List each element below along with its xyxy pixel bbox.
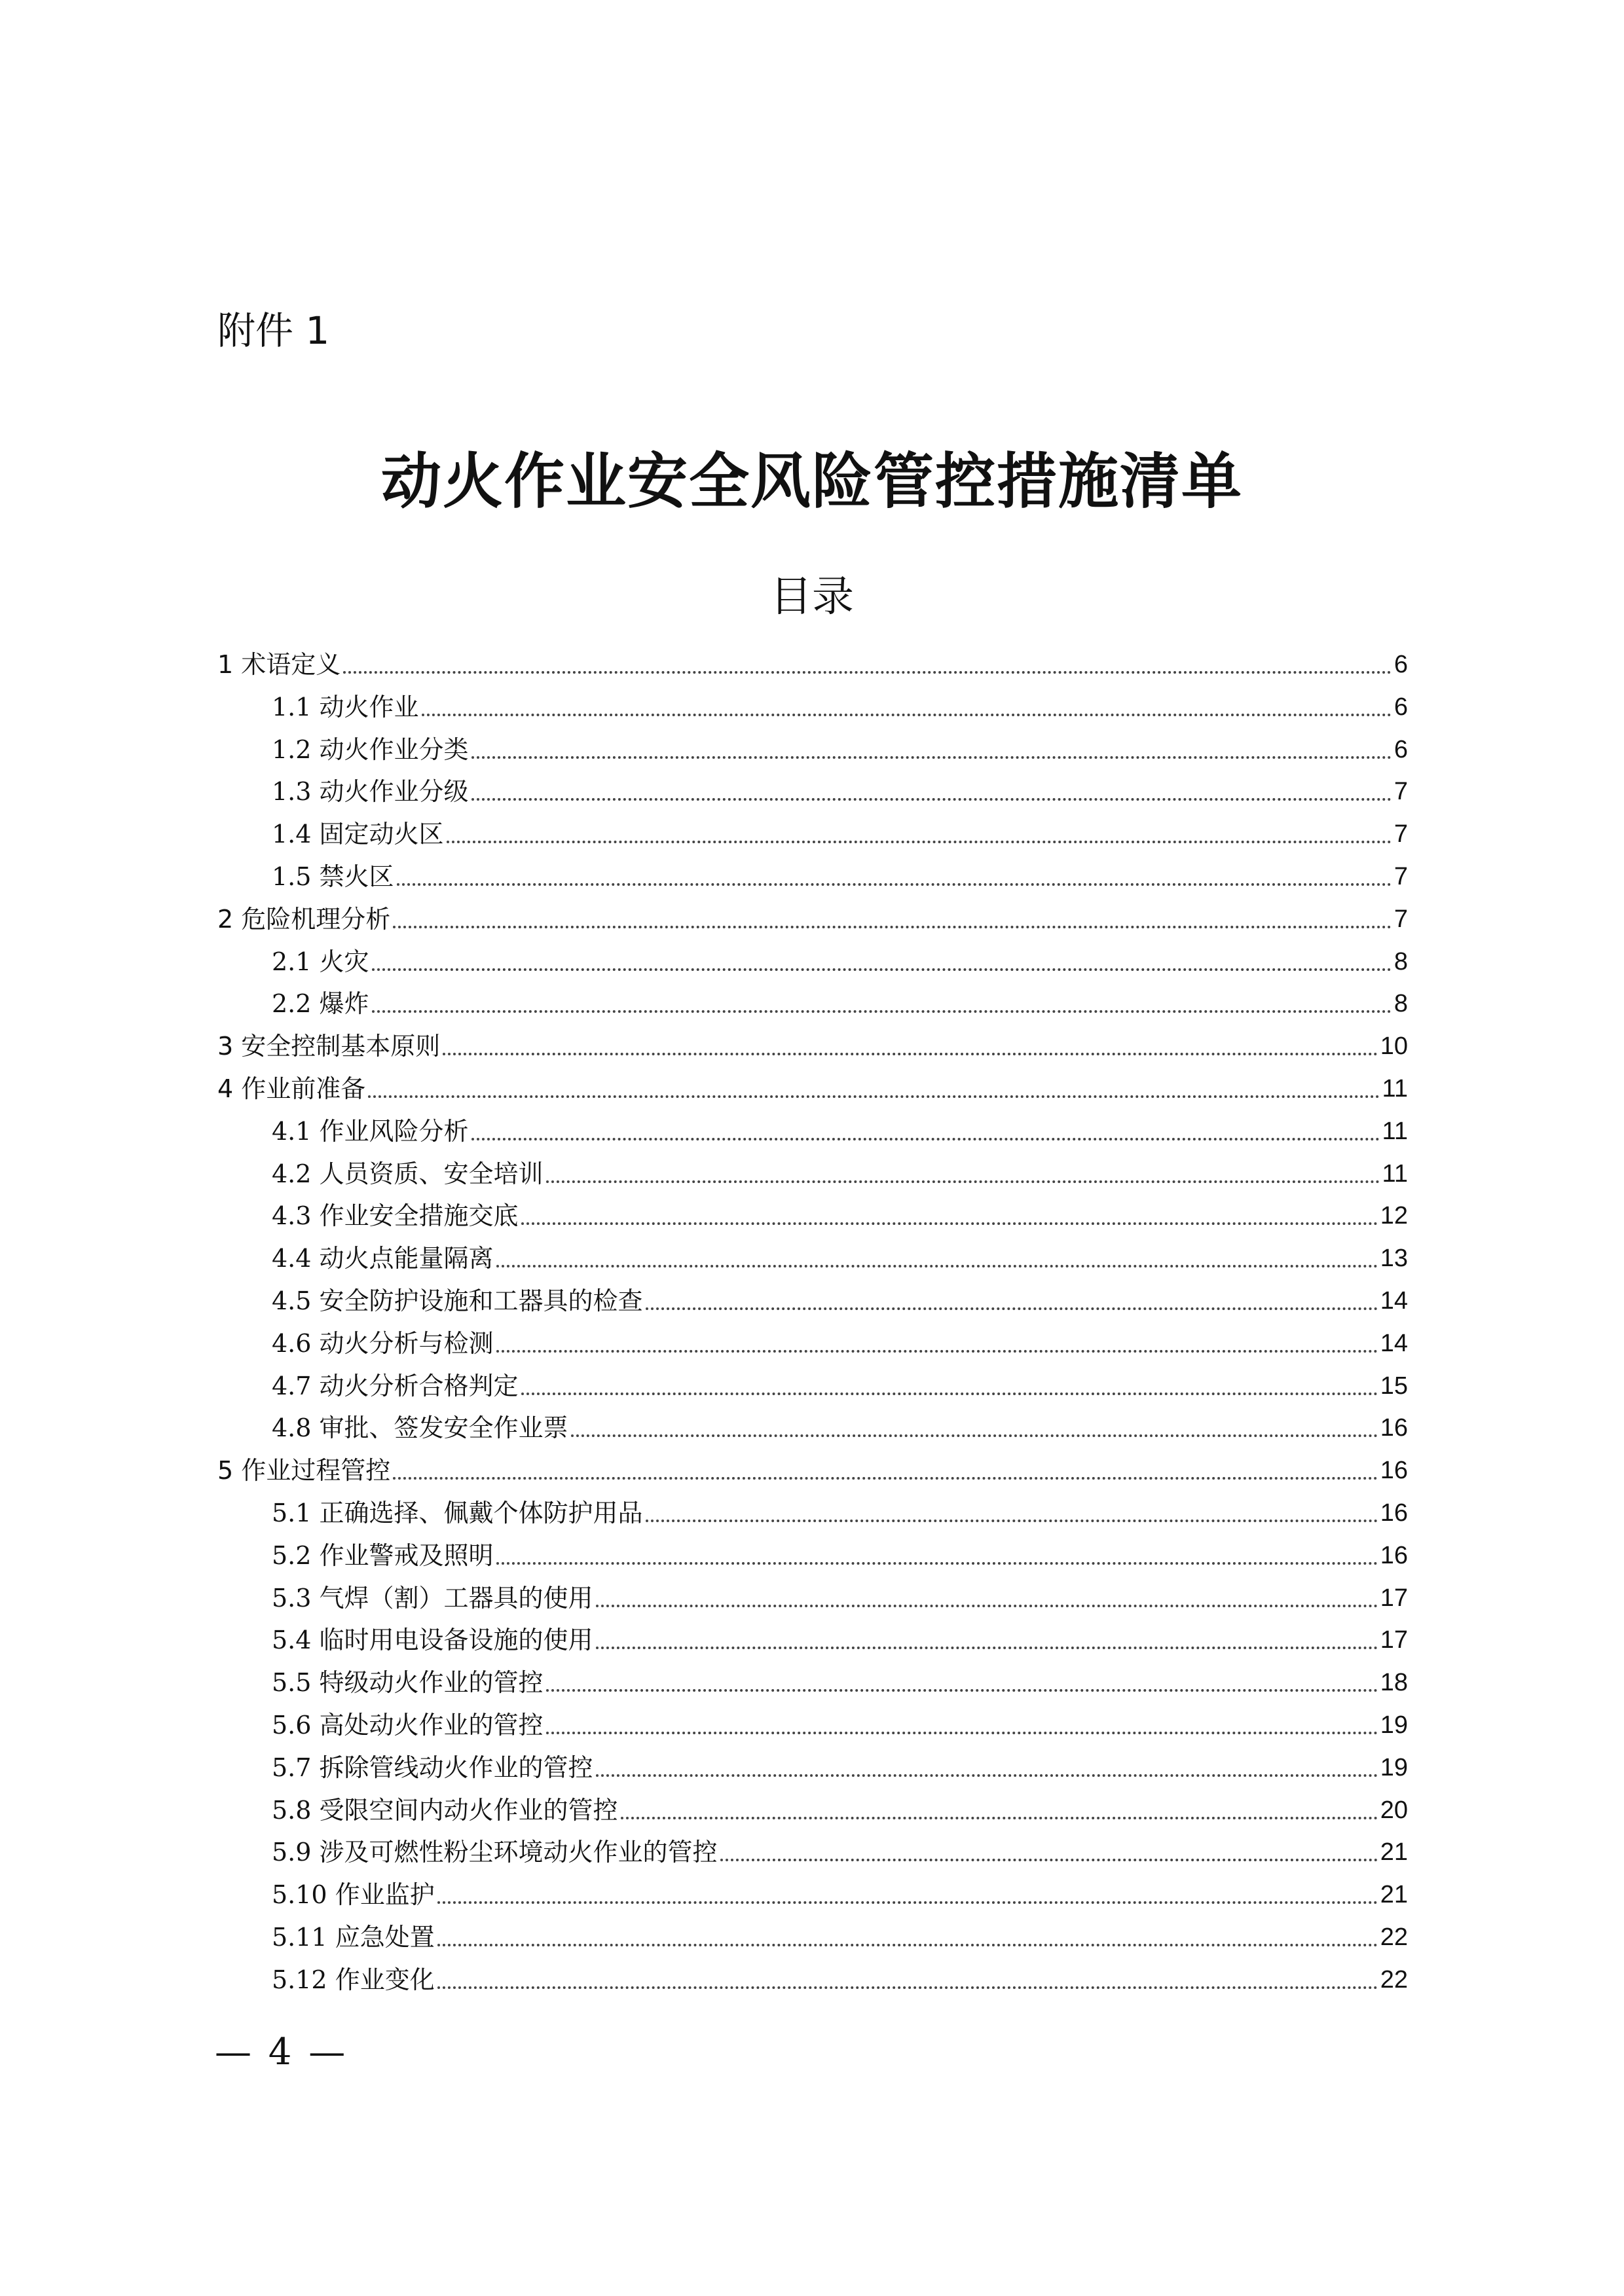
toc-entry-label: 4.1 作业风险分析	[272, 1116, 469, 1146]
toc-dot-leader	[646, 1307, 1378, 1310]
attachment-label: 附件 1	[217, 308, 330, 353]
toc-entry-label: 1 术语定义	[217, 650, 341, 679]
toc-section-entry[interactable]	[272, 944, 1408, 979]
toc-entry-page-number: 7	[1393, 820, 1408, 848]
toc-section-entry[interactable]	[272, 1920, 1408, 1955]
toc-entry-page-number: 8	[1393, 990, 1408, 1018]
toc-entry-page-number: 19	[1380, 1753, 1408, 1781]
toc-entry-label: 5.11 应急处置	[272, 1923, 435, 1952]
toc-entry-label: 1.1 动火作业	[272, 692, 419, 721]
toc-dot-leader	[443, 1053, 1377, 1055]
toc-dot-leader	[343, 671, 1392, 674]
toc-entry-label: 1.4 固定动火区	[272, 820, 444, 849]
toc-section-entry[interactable]	[272, 1834, 1408, 1870]
toc-entry-page-number: 7	[1393, 778, 1408, 806]
toc-section-entry[interactable]	[272, 774, 1408, 809]
toc-dot-leader	[496, 1562, 1378, 1565]
toc-dot-leader	[397, 883, 1392, 886]
toc-entry-label: 2.2 爆炸	[272, 989, 369, 1019]
toc-entry-page-number: 16	[1380, 1414, 1408, 1442]
toc-entry-page-number: 10	[1380, 1032, 1408, 1061]
toc-section-entry[interactable]	[272, 816, 1408, 852]
toc-entry-label: 4.7 动火分析合格判定	[272, 1371, 519, 1400]
toc-dot-leader	[437, 1944, 1378, 1946]
toc-entry-label: 5.3 气焊（割）工器具的使用	[272, 1583, 593, 1613]
toc-entry-label: 5.9 涉及可燃性粉尘环境动火作业的管控	[272, 1838, 718, 1867]
toc-chapter-entry[interactable]	[217, 902, 1408, 937]
toc-chapter-entry[interactable]	[217, 1029, 1408, 1064]
toc-entry-label: 5.10 作业监护	[272, 1880, 435, 1910]
toc-dot-leader	[546, 1689, 1378, 1692]
toc-dot-leader	[646, 1520, 1378, 1522]
toc-section-entry[interactable]	[272, 1622, 1408, 1658]
toc-dot-leader	[437, 1986, 1378, 1989]
toc-chapter-entry[interactable]	[217, 1071, 1408, 1106]
toc-entry-page-number: 21	[1380, 1838, 1408, 1867]
toc-entry-page-number: 22	[1380, 1923, 1408, 1951]
toc-section-entry[interactable]	[272, 1410, 1408, 1446]
toc-entry-label: 4.5 安全防护设施和工器具的检查	[272, 1286, 643, 1315]
toc-entry-label: 1.5 禁火区	[272, 862, 394, 891]
toc-entry-page-number: 18	[1380, 1669, 1408, 1697]
toc-dot-leader	[471, 756, 1392, 759]
toc-entry-page-number: 15	[1380, 1372, 1408, 1400]
toc-section-entry[interactable]	[272, 986, 1408, 1021]
toc-dot-leader	[372, 1010, 1392, 1013]
toc-entry-label: 5.2 作业警戒及照明	[272, 1540, 494, 1570]
toc-section-entry[interactable]	[272, 1750, 1408, 1785]
toc-entry-page-number: 7	[1393, 905, 1408, 933]
toc-dot-leader	[393, 926, 1392, 928]
toc-section-entry[interactable]	[272, 1156, 1408, 1192]
toc-entry-label: 4 作业前准备	[217, 1074, 366, 1103]
page-number: — 4 —	[215, 2031, 348, 2073]
toc-entry-page-number: 12	[1380, 1202, 1408, 1230]
toc-dot-leader	[393, 1477, 1377, 1480]
toc-entry-page-number: 13	[1380, 1245, 1408, 1273]
toc-section-entry[interactable]	[272, 1793, 1408, 1828]
toc-entry-page-number: 17	[1380, 1626, 1408, 1654]
toc-dot-leader	[546, 1180, 1380, 1183]
toc-entry-page-number: 20	[1380, 1796, 1408, 1824]
toc-entry-page-number: 16	[1380, 1541, 1408, 1569]
toc-entry-page-number: 11	[1382, 1117, 1408, 1145]
toc-section-entry[interactable]	[272, 1283, 1408, 1319]
toc-section-entry[interactable]	[272, 1114, 1408, 1149]
toc-entry-label: 3 安全控制基本原则	[217, 1032, 441, 1061]
toc-section-entry[interactable]	[272, 689, 1408, 725]
toc-entry-page-number: 11	[1382, 1159, 1408, 1188]
toc-dot-leader	[596, 1774, 1378, 1777]
toc-entry-label: 1.2 动火作业分类	[272, 735, 469, 764]
toc-chapter-entry[interactable]	[217, 1453, 1408, 1488]
toc-entry-page-number: 16	[1380, 1499, 1408, 1527]
toc-section-entry[interactable]	[272, 1665, 1408, 1700]
toc-section-entry[interactable]	[272, 1707, 1408, 1743]
toc-dot-leader	[521, 1222, 1378, 1225]
toc-entry-label: 5.1 正确选择、佩戴个体防护用品	[272, 1499, 643, 1527]
toc-section-entry[interactable]	[272, 1326, 1408, 1361]
toc-dot-leader	[521, 1393, 1378, 1395]
toc-entry-label: 2 危险机理分析	[217, 904, 391, 934]
toc-dot-leader	[596, 1605, 1378, 1607]
toc-section-entry[interactable]	[272, 1368, 1408, 1404]
toc-entry-label: 5.5 特级动火作业的管控	[272, 1668, 544, 1698]
toc-dot-leader	[496, 1265, 1378, 1267]
toc-entry-label: 5 作业过程管控	[217, 1456, 391, 1485]
toc-entry-label: 4.6 动火分析与检测	[272, 1328, 494, 1358]
toc-section-entry[interactable]	[272, 859, 1408, 894]
toc-dot-leader	[571, 1434, 1378, 1437]
toc-entry-page-number: 14	[1380, 1329, 1408, 1357]
toc-dot-leader	[422, 714, 1392, 716]
toc-entry-label: 5.8 受限空间内动火作业的管控	[272, 1795, 618, 1825]
toc-dot-leader	[447, 841, 1392, 843]
toc-dot-leader	[471, 798, 1392, 801]
toc-entry-page-number: 19	[1380, 1711, 1408, 1739]
toc-section-entry[interactable]	[272, 1241, 1408, 1276]
toc-section-entry[interactable]	[272, 1580, 1408, 1616]
toc-dot-leader	[471, 1138, 1380, 1140]
toc-entry-label: 1.3 动火作业分级	[272, 777, 469, 807]
toc-title: 目录	[770, 573, 854, 621]
toc-entry-label: 4.2 人员资质、安全培训	[272, 1159, 544, 1188]
toc-entry-label: 4.3 作业安全措施交底	[272, 1201, 519, 1231]
toc-entry-page-number: 22	[1380, 1965, 1408, 1994]
toc-entry-label: 2.1 火灾	[272, 947, 369, 976]
toc-entry-page-number: 6	[1393, 693, 1408, 721]
toc-entry-page-number: 7	[1393, 863, 1408, 890]
toc-entry-page-number: 11	[1382, 1075, 1408, 1102]
toc-section-entry[interactable]	[272, 1538, 1408, 1573]
toc-section-entry[interactable]	[272, 1877, 1408, 1912]
toc-chapter-entry[interactable]	[217, 647, 1408, 682]
toc-entry-page-number: 16	[1380, 1457, 1408, 1485]
toc-entry-label: 5.12 作业变化	[272, 1965, 435, 1994]
toc-entry-label: 5.6 高处动火作业的管控	[272, 1711, 544, 1740]
toc-entry-label: 5.4 临时用电设备设施的使用	[272, 1626, 593, 1655]
toc-section-entry[interactable]	[272, 732, 1408, 767]
toc-dot-leader	[437, 1901, 1378, 1904]
document-title: 动火作业安全风险管控措施清单	[380, 446, 1243, 517]
toc-entry-label: 4.4 动火点能量隔离	[272, 1244, 494, 1273]
toc-dot-leader	[496, 1350, 1378, 1353]
toc-dot-leader	[546, 1732, 1378, 1734]
toc-dot-leader	[368, 1095, 1379, 1098]
toc-entry-page-number: 6	[1393, 735, 1408, 763]
toc-entry-page-number: 21	[1380, 1881, 1408, 1909]
toc-section-entry[interactable]	[272, 1495, 1408, 1531]
toc-dot-leader	[372, 968, 1392, 971]
toc-entry-page-number: 6	[1393, 651, 1408, 678]
toc-dot-leader	[720, 1859, 1378, 1861]
toc-entry-page-number: 17	[1380, 1584, 1408, 1612]
toc-dot-leader	[596, 1647, 1378, 1649]
toc-entry-label: 5.7 拆除管线动火作业的管控	[272, 1753, 593, 1782]
toc-entry-page-number: 8	[1393, 947, 1408, 975]
toc-section-entry[interactable]	[272, 1962, 1408, 1997]
toc-section-entry[interactable]	[272, 1198, 1408, 1233]
toc-entry-page-number: 14	[1380, 1287, 1408, 1315]
toc-dot-leader	[621, 1817, 1378, 1819]
toc-entry-label: 4.8 审批、签发安全作业票	[272, 1413, 568, 1443]
